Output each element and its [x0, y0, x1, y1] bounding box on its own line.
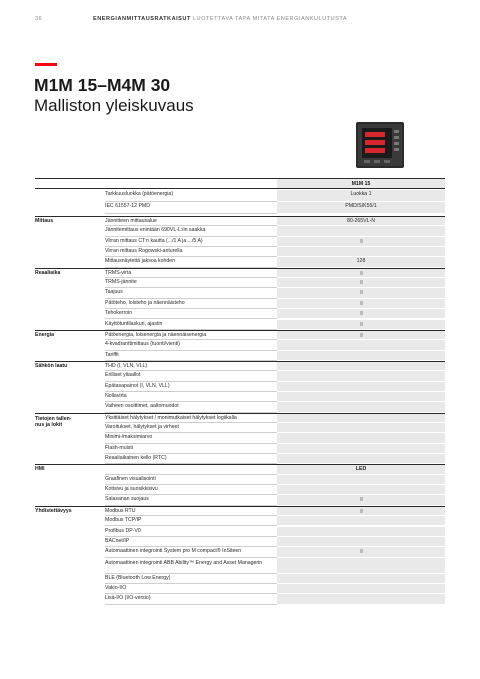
- row-value: [277, 278, 445, 288]
- table-row: [35, 547, 445, 557]
- row-value: [277, 202, 445, 214]
- row-value: [277, 257, 445, 267]
- feature-available-marker: [360, 290, 363, 294]
- row-feature: Graafinen visualisointi: [105, 475, 277, 485]
- row-value: [277, 574, 445, 584]
- page-title: M1M 15–M4M 30: [34, 75, 171, 95]
- row-value: [277, 299, 445, 309]
- row-feature: Modbus RTU: [105, 506, 277, 516]
- row-category: [35, 309, 105, 319]
- table-row: [35, 288, 445, 298]
- section-title: ENERGIANMITTAUSRATKAISUT: [93, 16, 191, 22]
- row-feature: Nollavirta: [105, 392, 277, 402]
- row-value: [277, 485, 445, 495]
- table-row: [35, 382, 445, 392]
- row-feature: Erilliset yliaallot: [105, 371, 277, 381]
- table-row: [35, 361, 445, 371]
- running-header: [35, 16, 347, 22]
- row-category: [35, 257, 105, 267]
- row-feature: Automaattinen integrointi System pro M compact® InSiteen: [105, 547, 277, 557]
- table-row: [35, 584, 445, 594]
- row-value: [277, 413, 445, 423]
- row-feature: IEC 61557-12 PMD: [105, 202, 277, 214]
- feature-available-marker: [360, 280, 363, 284]
- row-category: [35, 351, 105, 361]
- row-value: [277, 351, 445, 361]
- table-row: [35, 516, 445, 526]
- table-row: [35, 299, 445, 309]
- row-value: [277, 382, 445, 392]
- table-row: [35, 320, 445, 330]
- row-feature: 4-kvadranttimittaus (tuonti/vienti): [105, 340, 277, 350]
- row-feature: Virran mittaus Rogowski-anturella: [105, 247, 277, 257]
- table-row: [35, 351, 445, 361]
- row-value: [277, 454, 445, 464]
- row-category: [35, 558, 105, 574]
- row-value: [277, 190, 445, 202]
- table-row: [35, 402, 445, 412]
- row-value: [277, 537, 445, 547]
- row-category: [35, 402, 105, 412]
- row-value: [277, 558, 445, 574]
- table-row: [35, 226, 445, 236]
- row-feature: THD (I, VLN, VLL): [105, 361, 277, 371]
- table-row: [35, 423, 445, 433]
- feature-available-marker: [360, 333, 363, 337]
- row-category: [35, 423, 105, 433]
- row-category: [35, 495, 105, 505]
- row-category: [35, 454, 105, 464]
- row-feature: Mittausnäytettä jaksoa kohden: [105, 257, 277, 267]
- row-category: [35, 226, 105, 236]
- row-category: Yhdistettävyys: [35, 506, 105, 516]
- row-category: [35, 278, 105, 288]
- row-feature: Salasanan suojaus: [105, 495, 277, 505]
- feature-available-marker: [360, 322, 363, 326]
- row-value: [277, 464, 445, 474]
- table-row: [35, 237, 445, 247]
- page-subtitle: Malliston yleiskuvaus: [34, 96, 194, 115]
- row-category: [35, 537, 105, 547]
- row-feature: BLE (Bluetooth Low Energy): [105, 574, 277, 584]
- row-value: [277, 506, 445, 516]
- row-value: [277, 594, 445, 604]
- table-row: [35, 371, 445, 381]
- row-value: [277, 320, 445, 330]
- row-category: [35, 340, 105, 350]
- table-row: [35, 527, 445, 537]
- table-row: [35, 309, 445, 319]
- row-category: Mittaus: [35, 216, 105, 226]
- row-category: [35, 371, 105, 381]
- row-category: HMI: [35, 464, 105, 474]
- row-category: [35, 382, 105, 392]
- table-row: [35, 537, 445, 547]
- row-value: [277, 495, 445, 505]
- row-category: [35, 475, 105, 485]
- row-feature: Automaattinen integrointi ABB Ability™ Energy and Asset Managerin: [105, 558, 277, 574]
- value-text: Luokka 1: [350, 191, 372, 197]
- row-feature: Lisä-I/O (I/O-versio): [105, 594, 277, 604]
- row-feature: [105, 464, 277, 474]
- value-text: PMD/S/K55/1: [345, 203, 377, 209]
- value-text: LED: [355, 466, 367, 473]
- row-value: [277, 237, 445, 247]
- row-value: [277, 433, 445, 443]
- row-category: [35, 547, 105, 557]
- table-row: [35, 464, 445, 474]
- row-feature: TRMS-virta: [105, 268, 277, 278]
- value-text: 128: [356, 258, 366, 265]
- table-row: [35, 340, 445, 350]
- page-number: 36: [35, 16, 43, 22]
- row-category: [35, 237, 105, 247]
- row-feature: Taajuus: [105, 288, 277, 298]
- row-value: [277, 288, 445, 298]
- table-row: [35, 330, 445, 340]
- row-category: [35, 320, 105, 330]
- table-row: [35, 444, 445, 454]
- row-feature: Jännitemittaus enintään 690VL-L:iin saakka: [105, 226, 277, 236]
- row-feature: Varoitukset, hälytykset ja virheet: [105, 423, 277, 433]
- row-category: [35, 247, 105, 257]
- table-row: [35, 495, 445, 505]
- energy-meter-image: [352, 120, 408, 170]
- row-feature: BACnet/IP: [105, 537, 277, 547]
- row-feature: Epätasapainot (I, VLN, VLL): [105, 382, 277, 392]
- row-value: [277, 361, 445, 371]
- row-feature: Minimi-/maksimiarvo: [105, 433, 277, 443]
- feature-available-marker: [360, 509, 363, 513]
- row-feature: Käyttötuntilaskuri, ajastin: [105, 320, 277, 330]
- row-category: [35, 433, 105, 443]
- column-header: M1M 15: [277, 179, 445, 188]
- row-category: Tietojen tallen- nus ja lokit: [35, 413, 105, 423]
- table-row: [35, 257, 445, 267]
- table-row: [35, 454, 445, 464]
- row-category: Reaaliaika: [35, 268, 105, 278]
- feature-available-marker: [360, 311, 363, 315]
- table-row: [35, 268, 445, 278]
- table-row: [35, 278, 445, 288]
- row-feature: Kotisivu ja suosikkisivu: [105, 485, 277, 495]
- row-feature: Tariffit: [105, 351, 277, 361]
- row-value: [277, 584, 445, 594]
- row-value: [277, 516, 445, 526]
- feature-available-marker: [360, 497, 363, 501]
- feature-available-marker: [360, 239, 363, 243]
- row-category: [35, 516, 105, 526]
- table-row: [35, 247, 445, 257]
- row-value: [277, 371, 445, 381]
- row-feature: Tarkkuusluokka (pätöenergia): [105, 190, 277, 202]
- row-value: [277, 475, 445, 485]
- row-feature: Pätöenergia, loisenergia ja näennäisenergia: [105, 330, 277, 340]
- row-value: [277, 547, 445, 557]
- table-row: [35, 506, 445, 516]
- row-feature: Profibus DP-V0: [105, 527, 277, 537]
- row-value: [277, 527, 445, 537]
- row-value: [277, 392, 445, 402]
- row-feature: Virran mittaus CT:n kautta (.../1 A ja .../5 A): [105, 237, 277, 247]
- row-category: [35, 190, 105, 202]
- table-row: [35, 485, 445, 495]
- row-feature: Tehokerroin: [105, 309, 277, 319]
- row-feature: Pätöteho, loisteho ja näennäisteho: [105, 299, 277, 309]
- table-row: [35, 574, 445, 584]
- row-value: [277, 402, 445, 412]
- row-feature: Vakio-I/O: [105, 584, 277, 594]
- table-row: [35, 216, 445, 226]
- row-category: [35, 485, 105, 495]
- row-feature: Yksittäiset hälytykset / monimutkaiset hälytykset logiikalla: [105, 413, 277, 423]
- row-value: [277, 423, 445, 433]
- row-feature: Flash-muisti: [105, 444, 277, 454]
- row-category: [35, 202, 105, 214]
- row-category: Energia: [35, 330, 105, 340]
- row-feature: Vaiheen osoittimet, aaltomuodot: [105, 402, 277, 412]
- feature-available-marker: [360, 271, 363, 275]
- row-category: [35, 288, 105, 298]
- row-feature: Reaaliaikainen kello (RTC): [105, 454, 277, 464]
- row-feature: Jännitteen mittausalue: [105, 216, 277, 226]
- row-value: [277, 444, 445, 454]
- row-category: Sähkön laatu: [35, 361, 105, 371]
- accent-bar: [35, 63, 57, 66]
- row-value: [277, 268, 445, 278]
- table-row: [35, 558, 445, 574]
- row-category: [35, 594, 105, 604]
- table-row: [35, 392, 445, 402]
- feature-available-marker: [360, 549, 363, 553]
- row-category: [35, 527, 105, 537]
- row-category: [35, 584, 105, 594]
- table-row: [35, 190, 445, 202]
- value-text: 80-265VL-N: [347, 218, 375, 224]
- row-value: [277, 247, 445, 257]
- row-value: [277, 330, 445, 340]
- row-feature: TRMS-jännite: [105, 278, 277, 288]
- feature-available-marker: [360, 301, 363, 305]
- table-row: [35, 594, 445, 604]
- table-row: [35, 433, 445, 443]
- header-rule: [35, 188, 445, 189]
- row-feature: Modbus TCP/IP: [105, 516, 277, 526]
- row-category: [35, 392, 105, 402]
- row-value: [277, 216, 445, 226]
- row-category: [35, 574, 105, 584]
- row-category: [35, 444, 105, 454]
- row-value: [277, 340, 445, 350]
- row-value: [277, 226, 445, 236]
- row-value: [277, 309, 445, 319]
- table-row: [35, 202, 445, 214]
- row-category: [35, 299, 105, 309]
- section-subtitle: LUOTETTAVA TAPA MITATA ENERGIANKULUTUSTA: [192, 16, 348, 22]
- table-row: [35, 475, 445, 485]
